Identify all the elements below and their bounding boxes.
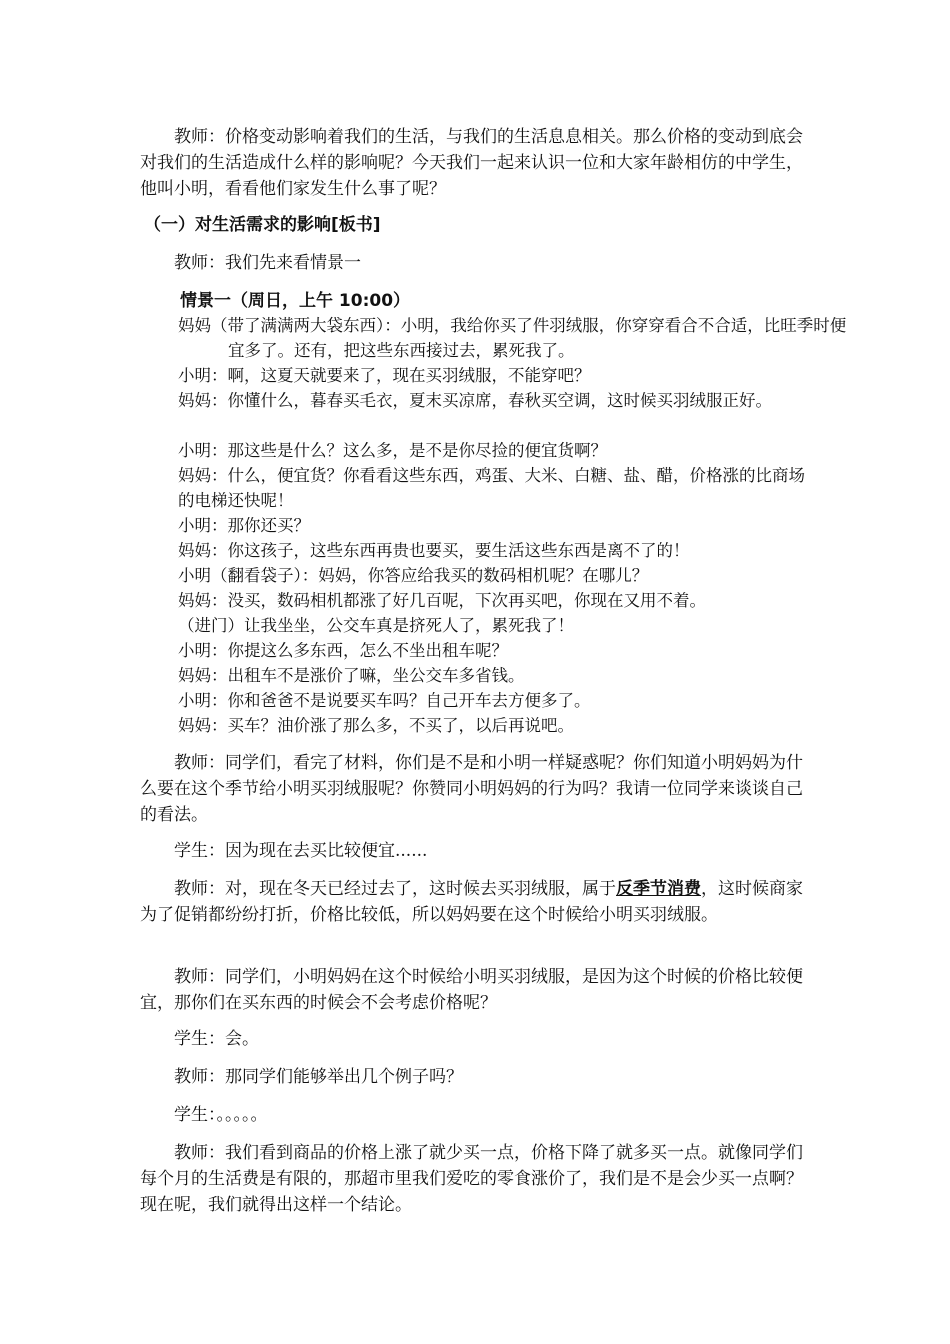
teacher-question-1: 教师：同学们，看完了材料，你们是不是和小明一样疑惑呢？你们知道小明妈妈为什么要在这个季节给小明买羽绒服呢？你赞同小明妈妈的行为吗？我请一位同学来谈谈自己的看法。 xyxy=(140,753,803,825)
dialogue-line: 小明：你提这么多东西，怎么不坐出租车呢？ xyxy=(178,641,508,660)
dialogue-line: 妈妈：没买，数码相机都涨了好几百呢，下次再买吧，你现在又用不着。 xyxy=(178,591,706,610)
dialogue-line: 妈妈（带了满满两大袋东西）：小明，我给你买了件羽绒服，你穿穿看合不合适，比旺季时便宜多了。还有，把这些东西接过去，累死我了。 xyxy=(178,316,847,360)
dialogue-line: 妈妈：什么，便宜货？你看看这些东西，鸡蛋、大米、白糖、盐、醋，价格涨的比商场的电梯还快呢！ xyxy=(178,466,805,510)
dialogue-line: 妈妈：你这孩子，这些东西再贵也要买，要生活这些东西是离不了的！ xyxy=(178,541,690,560)
teacher-answer-2-post: ，这时候商家为了促销都纷纷打折，价格比较低，所以妈妈要在这个时候给小明买羽绒服。 xyxy=(140,879,803,925)
teacher-question-3: 教师：同学们，小明妈妈在这个时候给小明买羽绒服，是因为这个时候的价格比较便宜，那你们在买东西的时候会不会考虑价格呢？ xyxy=(140,967,803,1013)
key-term-counter-season: 反季节消费 xyxy=(616,879,701,899)
teacher-answer-2 xyxy=(140,876,810,928)
dialogue-line: 小明：那你还买？ xyxy=(178,516,310,535)
teacher-scene-intro: 教师：我们先来看情景一 xyxy=(174,253,361,273)
intro-paragraph: 教师：价格变动影响着我们的生活，与我们的生活息息相关。那么价格的变动到底会对我们的生活造成什么样的影响呢？今天我们一起来认识一位和大家年龄相仿的中学生，他叫小明，看看他们家发生什么事了呢？ xyxy=(140,127,803,199)
dialogue-line: 小明：你和爸爸不是说要买车吗？自己开车去方便多了。 xyxy=(178,691,591,710)
dialogue-line: 妈妈：买车？油价涨了那么多，不买了，以后再说吧。 xyxy=(178,716,574,735)
teacher-answer-2-pre: 教师：对，现在冬天已经过去了，这时候去买羽绒服，属于 xyxy=(174,879,616,899)
student-answer-4: 学生：。。。。。 xyxy=(174,1105,268,1125)
scene-title: 情景一（周日，上午 10:00） xyxy=(180,291,411,311)
dialogue-line: 小明（翻看袋子）：妈妈，你答应给我买的数码相机呢？在哪儿？ xyxy=(178,566,649,585)
dialogue-line: 小明：那这些是什么？这么多，是不是你尽捡的便宜货啊？ xyxy=(178,441,607,460)
dialogue-line: 妈妈：出租车不是涨价了嘛，坐公交车多省钱。 xyxy=(178,666,525,685)
teacher-conclusion: 教师：我们看到商品的价格上涨了就少买一点，价格下降了就多买一点。就像同学们每个月的生活费是有限的，那超市里我们爱吃的零食涨价了，我们是不是会少买一点啊？现在呢，我们就得出这样一个结论。 xyxy=(140,1143,803,1215)
section-heading: （一）对生活需求的影响[板书] xyxy=(144,215,381,235)
student-answer-1: 学生：因为现在去买比较便宜...... xyxy=(174,841,428,861)
dialogue-line: 小明：啊，这夏天就要来了，现在买羽绒服，不能穿吧？ xyxy=(178,366,591,385)
dialogue-line: （进门）让我坐坐，公交车真是挤死人了，累死我了！ xyxy=(178,616,574,635)
student-answer-3: 学生：会。 xyxy=(174,1029,259,1049)
teacher-question-4: 教师：那同学们能够举出几个例子吗？ xyxy=(174,1067,463,1087)
dialogue-line: 妈妈：你懂什么，暮春买毛衣，夏末买凉席，春秋买空调，这时候买羽绒服正好。 xyxy=(178,391,772,410)
